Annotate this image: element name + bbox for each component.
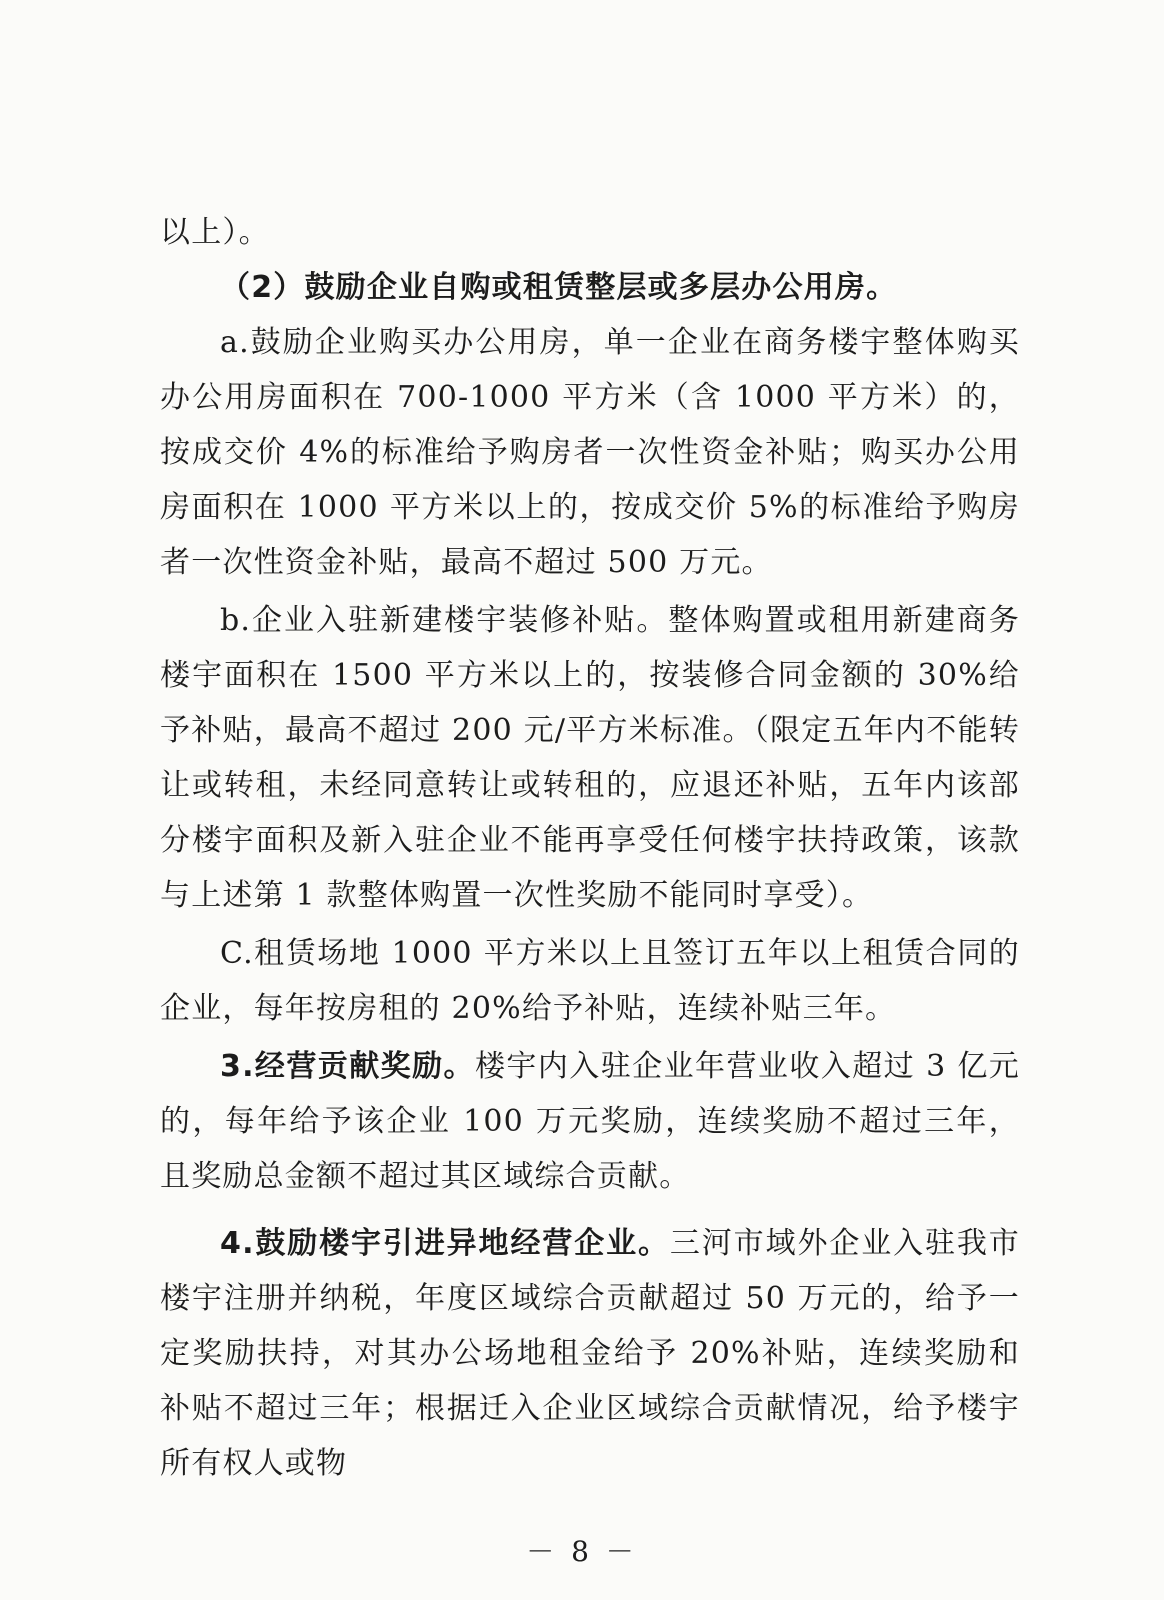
section-2-heading: （2）鼓励企业自购或租赁整层或多层办公用房。 (220, 270, 898, 305)
section-4-body: 三河市域外企业入驻我市楼宇注册并纳税，年度区域综合贡献超过 50 万元的，给予一定奖励扶持，对其办公场地租金给予 20%补贴，连续奖励和补贴不超过三年；根据迁入企业区域综合贡献情况，给予楼宇所有权人或物 (160, 1226, 1020, 1481)
section-4-heading: 4.鼓励楼宇引进异地经营企业。 (220, 1226, 670, 1261)
section-3-body: 楼宇内入驻企业年营业收入超过 3 亿元的，每年给予该企业 100 万元奖励，连续奖励不超过三年，且奖励总金额不超过其区域综合贡献。 (160, 1049, 1020, 1194)
item-a-paragraph: a.鼓励企业购买办公用房，单一企业在商务楼宇整体购买办公用房面积在 700-1000 平方米（含 1000 平方米）的，按成交价 4%的标准给予购房者一次性资金补贴；购买办公用房面积在 1000 平方米以上的，按成交价 5%的标准给予购房者一次性资金补贴，最高不超过 500 万元。 (160, 325, 1020, 580)
page-number: － 8 － (526, 1535, 638, 1568)
section-3-heading: 3.经营贡献奖励。 (220, 1049, 475, 1084)
section-3-paragraph (160, 1039, 1020, 1204)
document-body (160, 205, 1020, 1491)
item-c-paragraph: C.租赁场地 1000 平方米以上且签订五年以上租赁合同的企业，每年按房租的 20%给予补贴，连续补贴三年。 (160, 936, 1020, 1026)
item-b-paragraph: b.企业入驻新建楼宇装修补贴。整体购置或租用新建商务楼宇面积在 1500 平方米以上的，按装修合同金额的 30%给予补贴，最高不超过 200 元/平方米标准。（限定五年内不能转让或转租，未经同意转让或转租的，应退还补贴，五年内该部分楼宇面积及新入驻企业不能再享受任何楼宇扶持政策，该款与上述第 1 款整体购置一次性奖励不能同时享受）。 (160, 603, 1020, 913)
section-4-paragraph (160, 1216, 1020, 1491)
line-continuation: 以上）。 (160, 215, 270, 250)
